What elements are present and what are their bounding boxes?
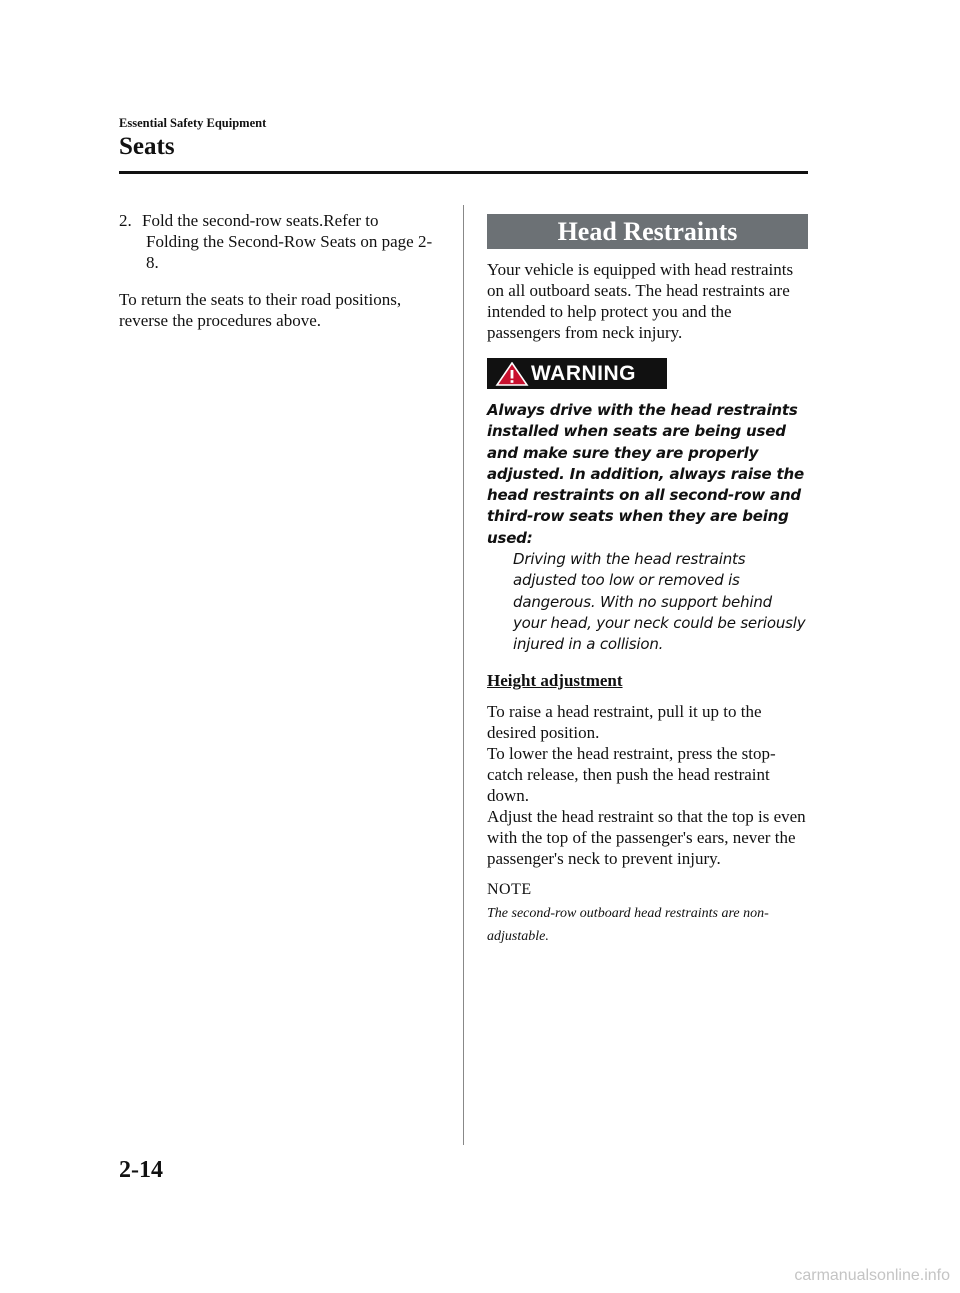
warning-sub-text: Driving with the head restraints adjusted too low or removed is dangerous. With no support behind your head, your neck could be seriously injured in a collision. xyxy=(513,550,806,654)
warning-badge xyxy=(487,358,667,389)
page-number: 2-14 xyxy=(119,1157,163,1183)
step-line2: Folding the Second-Row Seats on page 2-8. xyxy=(146,232,433,272)
step-item xyxy=(119,210,444,273)
page-title: Seats xyxy=(119,133,175,160)
height-adjustment-subheading: Height adjustment xyxy=(487,670,623,690)
adjust-paragraph-position: Adjust the head restraint so that the top is even with the top of the passenger's ears, never the passenger's neck to prevent injury. xyxy=(487,806,806,868)
left-column xyxy=(119,210,444,331)
adjust-paragraph-lower: To lower the head restraint, press the stop-catch release, then push the head restraint down. xyxy=(487,743,776,805)
warning-main-text: Always drive with the head restraints installed when seats are being used and make sure they are properly adjusted. In addition, always raise the head restraints on all second-row and third-row seats when they are being used: xyxy=(487,401,804,547)
title-rule xyxy=(119,171,808,174)
return-paragraph: To return the seats to their road positions, reverse the procedures above. xyxy=(119,290,402,330)
adjust-paragraph-raise: To raise a head restraint, pull it up to the desired position. xyxy=(487,701,762,742)
right-column xyxy=(487,214,808,948)
intro-paragraph: Your vehicle is equipped with head restraints on all outboard seats. The head restraints are intended to help protect you and the passengers from neck injury. xyxy=(487,260,794,342)
warning-label: WARNING xyxy=(531,362,636,385)
watermark: carmanualsonline.info xyxy=(794,1267,950,1284)
section-heading: Head Restraints xyxy=(487,214,808,249)
note-label: NOTE xyxy=(487,880,532,898)
warning-triangle-icon xyxy=(495,362,529,386)
section-label: Essential Safety Equipment xyxy=(119,116,267,130)
step-number: 2. xyxy=(119,211,132,230)
column-divider xyxy=(463,205,464,1145)
step-line1: Fold the second-row seats.Refer to xyxy=(142,211,379,230)
note-text: The second-row outboard head restraints are non-adjustable. xyxy=(487,905,769,944)
